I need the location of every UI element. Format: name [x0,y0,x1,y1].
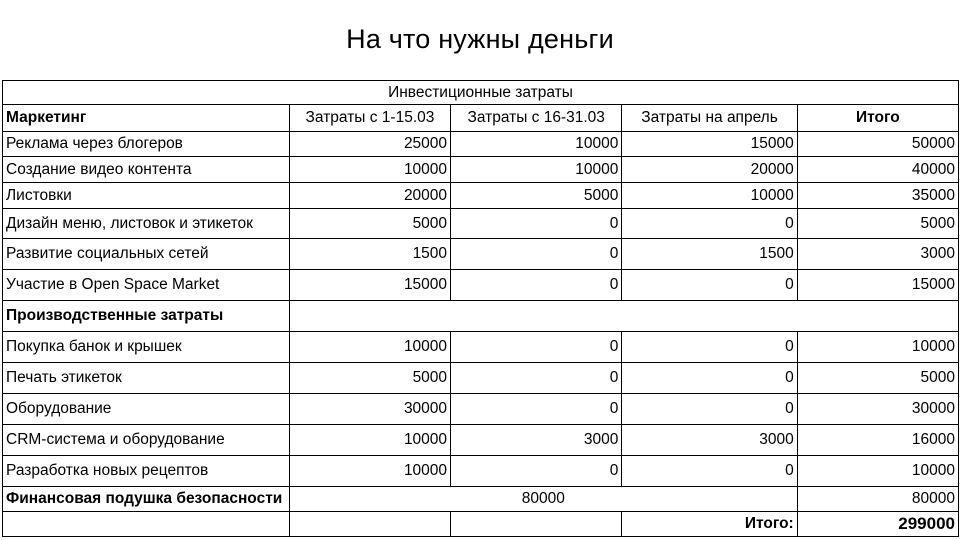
row-name: Дизайн меню, листовок и этикеток [3,209,290,239]
table-row [3,363,959,394]
cell-value: 10000 [289,456,450,487]
row-name: Листовки [3,183,290,209]
cell-value: 3000 [622,425,797,456]
cell-value: 20000 [622,157,797,183]
cell-value: 0 [622,270,797,301]
cell-value: 0 [622,363,797,394]
cell-value: 0 [451,332,622,363]
cell-value: 5000 [451,183,622,209]
cell-value: 20000 [289,183,450,209]
grand-total-label: Итого: [622,512,797,537]
section-header-production: Производственные затраты [3,301,290,332]
blank-cell [289,512,450,537]
section-header-row [3,301,959,332]
cell-value: 1500 [622,239,797,270]
table-caption: Инвестиционные затраты [3,81,959,105]
cell-value: 0 [451,394,622,425]
table-row [3,270,959,301]
row-name: Создание видео контента [3,157,290,183]
page-title: На что нужны деньги [346,24,614,54]
table-row [3,425,959,456]
cell-value: 30000 [289,394,450,425]
cell-total: 3000 [797,239,958,270]
table-row [3,239,959,270]
header-marketing: Маркетинг [3,105,290,132]
cell-value: 10000 [451,132,622,157]
blank-cell [451,512,622,537]
row-name: Развитие социальных сетей [3,239,290,270]
table-row [3,332,959,363]
cell-value: 0 [622,332,797,363]
cell-total: 10000 [797,332,958,363]
cell-total: 15000 [797,270,958,301]
cell-value: 0 [451,456,622,487]
cell-total: 40000 [797,157,958,183]
cell-value: 10000 [289,157,450,183]
cell-value: 3000 [451,425,622,456]
table-row [3,394,959,425]
cell-total: 5000 [797,209,958,239]
cell-value: 10000 [289,425,450,456]
investment-table [2,80,959,537]
row-name: Разработка новых рецептов [3,456,290,487]
grand-total-value: 299000 [797,512,958,537]
header-period-2: Затраты с 16-31.03 [451,105,622,132]
table-header-row [3,105,959,132]
cell-value: 5000 [289,363,450,394]
cell-value: 1500 [289,239,450,270]
row-name: CRM-система и оборудование [3,425,290,456]
cell-value: 0 [622,209,797,239]
row-name: Печать этикеток [3,363,290,394]
reserve-name: Финансовая подушка безопасности [3,487,290,512]
table-row [3,132,959,157]
row-name: Покупка банок и крышек [3,332,290,363]
cell-value: 10000 [622,183,797,209]
cell-value: 5000 [289,209,450,239]
cell-value: 25000 [289,132,450,157]
cell-total: 30000 [797,394,958,425]
cell-value: 0 [451,363,622,394]
row-name: Оборудование [3,394,290,425]
cell-value: 15000 [622,132,797,157]
cell-value: 0 [622,456,797,487]
table-row [3,209,959,239]
cell-total: 16000 [797,425,958,456]
reserve-row [3,487,959,512]
cell-value: 0 [451,209,622,239]
header-total: Итого [797,105,958,132]
grand-total-row [3,512,959,537]
cell-total: 5000 [797,363,958,394]
cell-value: 0 [451,239,622,270]
row-name: Участие в Open Space Market [3,270,290,301]
reserve-total: 80000 [797,487,958,512]
table-row [3,157,959,183]
reserve-value: 80000 [289,487,797,512]
cell-total: 35000 [797,183,958,209]
cell-total: 50000 [797,132,958,157]
blank-cell [3,512,290,537]
cell-value: 0 [622,394,797,425]
table-row [3,456,959,487]
cell-total: 10000 [797,456,958,487]
section-header-blank [289,301,958,332]
header-period-1: Затраты с 1-15.03 [289,105,450,132]
table-row [3,183,959,209]
table-caption-row [3,81,959,105]
cell-value: 10000 [289,332,450,363]
header-april: Затраты на апрель [622,105,797,132]
cell-value: 15000 [289,270,450,301]
row-name: Реклама через блогеров [3,132,290,157]
cell-value: 10000 [451,157,622,183]
cell-value: 0 [451,270,622,301]
